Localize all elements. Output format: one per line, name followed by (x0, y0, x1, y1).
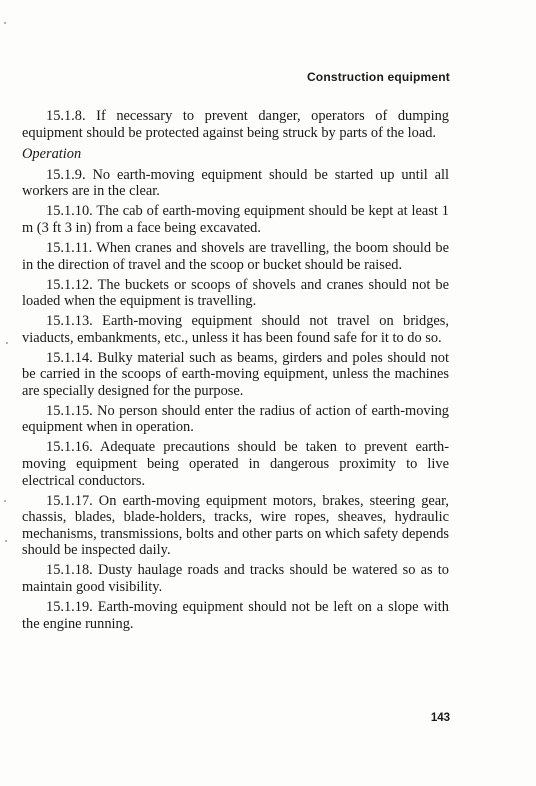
page-number: 143 (430, 712, 450, 724)
paragraph-15-1-16: 15.1.16. Adequate precautions should be taken to prevent earth-moving equipment being operated in dangerous proximity to live electrical conductors. (22, 439, 449, 489)
paragraph-15-1-15: 15.1.15. No person should enter the radius of action of earth-moving equipment when in operation. (22, 402, 449, 436)
paragraph-15-1-17: 15.1.17. On earth-moving equipment motors, brakes, steering gear, chassis, blades, blade-holders, tracks, wire ropes, sheaves, hydraulic mechanisms, transmissions, bolts and other parts on which safety depends should be inspected daily. (22, 492, 449, 559)
paragraph-15-1-12: 15.1.12. The buckets or scoops of shovels and cranes should not be loaded when the equipment is travelling. (22, 276, 449, 310)
paragraph-15-1-10: 15.1.10. The cab of earth-moving equipment should be kept at least 1 m (3 ft 3 in) from a face being excavated. (22, 203, 449, 236)
paragraph-15-1-13: 15.1.13. Earth-moving equipment should not travel on bridges, viaducts, embankments, etc., unless it has been found safe for it to do so. (22, 313, 449, 346)
running-header: Construction equipment (306, 70, 450, 84)
paragraph-15-1-18: 15.1.18. Dusty haulage roads and tracks should be watered so as to maintain good visibility. (22, 562, 449, 595)
paragraph-15-1-19: 15.1.19. Earth-moving equipment should not be left on a slope with the engine running. (22, 598, 449, 632)
scan-speck (4, 22, 6, 24)
scan-speck (6, 342, 8, 344)
section-heading-operation: Operation (22, 146, 82, 163)
paragraph-15-1-14: 15.1.14. Bulky material such as beams, girders and poles should not be carried in the scoops of earth-moving equipment, unless the machines are specially designed for the purpose. (22, 349, 449, 399)
scan-speck (5, 540, 7, 542)
paragraph-15-1-8: 15.1.8. If necessary to prevent danger, operators of dumping equipment should be protected against being struck by parts of the load. (22, 108, 449, 141)
page-body (22, 108, 449, 636)
paragraph-15-1-11: 15.1.11. When cranes and shovels are travelling, the boom should be in the direction of travel and the scoop or bucket should be raised. (22, 239, 449, 273)
scan-speck (4, 500, 6, 502)
paragraph-15-1-9: 15.1.9. No earth-moving equipment should be started up until all workers are in the clear. (22, 166, 449, 200)
